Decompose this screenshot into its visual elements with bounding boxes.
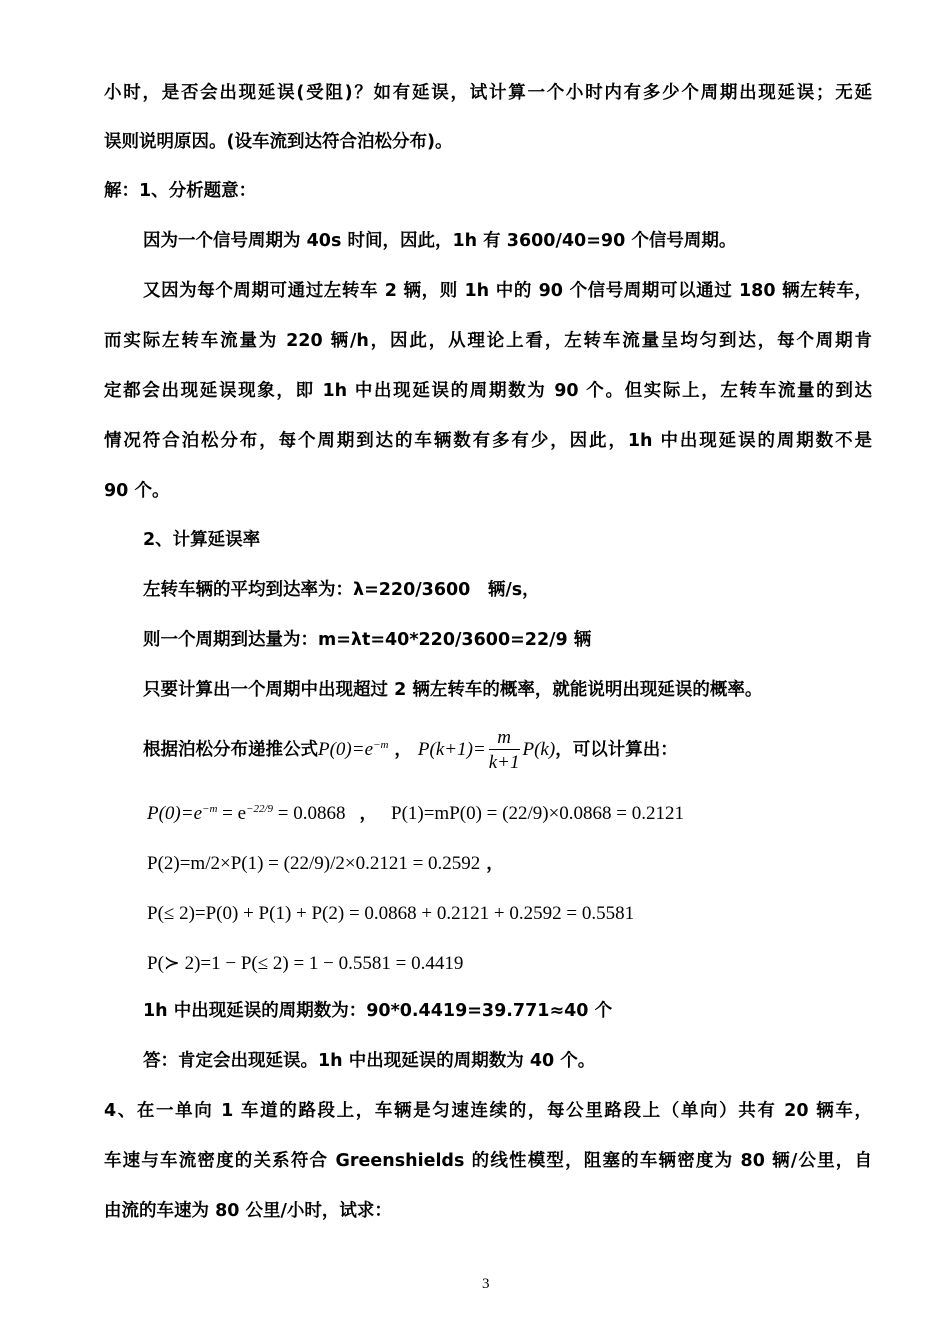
formula-text: P(≻ 2)=1 − P(≤ 2) = 1 − 0.5581 = 0.4419 (147, 953, 464, 974)
fraction (489, 728, 520, 772)
paragraph-line: 又因为每个周期可通过左转车 2 辆，则 1h 中的 90 个信号周期可以通过 180 辆左转车， (143, 281, 872, 301)
paragraph-line: 误则说明原因。(设车流到达符合泊松分布)。 (104, 132, 453, 152)
paragraph-line: 则一个周期到达量为：m=λt=40*220/3600=22/9 辆 (143, 630, 592, 650)
question-line: 车速与车流密度的关系符合 Greenshields 的线性模型，阻塞的车辆密度为 80 辆/公里，自 (104, 1151, 872, 1171)
paragraph-line: 只要计算出一个周期中出现超过 2 辆左转车的概率，就能说明出现延误的概率。 (143, 680, 763, 700)
page-number: 3 (482, 1276, 490, 1292)
fraction-numerator: m (489, 728, 520, 750)
formula-text: P(0)=e (147, 803, 203, 824)
formula-text: P(≤ 2)=P(0) + P(1) + P(2) = 0.0868 + 0.2121 + 0.2592 = 0.5581 (147, 903, 635, 924)
formula-text: P(1)=mP(0) = (22/9)×0.0868 = 0.2121 (391, 803, 685, 824)
formula-text: = e (217, 803, 247, 824)
answer-line: 答：肯定会出现延误。1h 中出现延误的周期数为 40 个。 (143, 1051, 596, 1071)
separator: ， (486, 854, 504, 874)
formula-exponent: −22/9 (246, 803, 274, 815)
paragraph-line: 因为一个信号周期为 40s 时间，因此，1h 有 3600/40=90 个信号周期。 (143, 231, 737, 251)
section-heading: 解：1、分析题意： (104, 181, 257, 201)
recursion-formula-line (143, 728, 678, 772)
paragraph-line: 左转车辆的平均到达率为：λ=220/3600 辆/s， (143, 580, 540, 600)
paragraph-line: 而实际左转车流量为 220 辆/h，因此，从理论上看，左转车流量呈均匀到达，每个周期肯 (104, 331, 872, 351)
formula-line (147, 804, 684, 824)
formula-text: P(2)=m/2×P(1) = (22/9)/2×0.2121 = 0.2592 (147, 853, 481, 874)
formula-exponent: −m (202, 803, 218, 815)
paragraph-line: 1h 中出现延误的周期数为：90*0.4419=39.771≈40 个 (143, 1001, 613, 1021)
formula-exponent: −m (373, 739, 389, 751)
formula-text: = 0.0868 (273, 803, 346, 824)
separator: ， (359, 804, 377, 824)
formula-line (147, 854, 504, 874)
formula-pk: P(k) (522, 739, 556, 760)
formula-p0: P(0)=e (318, 739, 374, 760)
formula-line (147, 954, 463, 974)
fraction-denominator: k+1 (488, 752, 520, 773)
section-heading: 2、计算延误率 (143, 530, 261, 550)
paragraph-line: 90 个。 (104, 481, 170, 501)
question-line: 由流的车速为 80 公里/小时，试求： (104, 1201, 392, 1221)
paragraph-line: 小时，是否会出现延误(受阻)？如有延误，试计算一个小时内有多少个周期出现延误；无延 (104, 83, 872, 103)
formula-pk1: P(k+1)= (417, 739, 486, 760)
separator: ， (394, 740, 412, 760)
question-line: 4、在一单向 1 车道的路段上，车辆是匀速连续的，每公里路段上（单向）共有 20 辆车， (104, 1101, 872, 1121)
recursion-outro: ，可以计算出： (555, 740, 678, 760)
paragraph-line: 情况符合泊松分布，每个周期到达的车辆数有多有少，因此，1h 中出现延误的周期数不是 (104, 431, 872, 451)
formula-line (147, 904, 634, 924)
paragraph-line: 定都会出现延误现象，即 1h 中出现延误的周期数为 90 个。但实际上，左转车流量的到达 (104, 381, 872, 401)
recursion-intro: 根据泊松分布递推公式 (143, 740, 318, 760)
